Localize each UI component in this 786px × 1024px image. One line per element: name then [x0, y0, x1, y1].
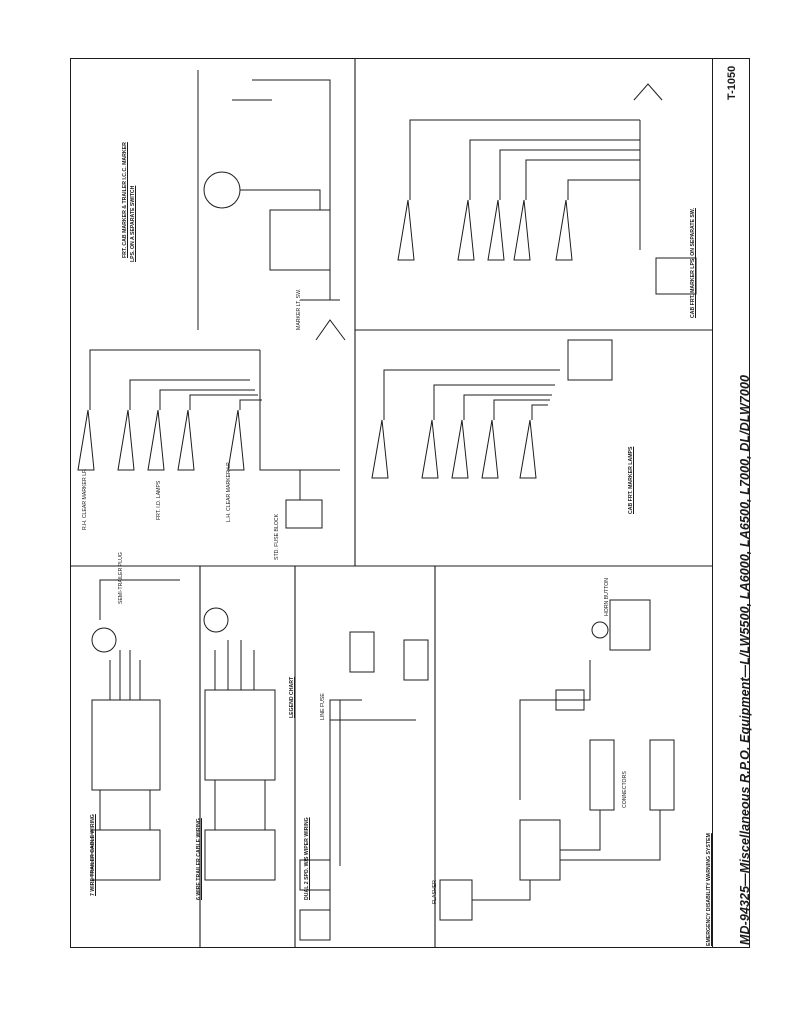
disability-warning	[440, 600, 674, 920]
label-frt-id-lamps: FRT. I.D. LAMPS	[156, 480, 162, 520]
label-lh-clear-marker: L.H. CLEAR MARKER LP.	[226, 461, 232, 522]
section-legend-chart: LEGEND CHART	[289, 676, 295, 718]
section-dual-wiper: DUAL 2 SPD. W/S WIPER WIRING	[304, 817, 310, 900]
label-marker-lt-sw: MARKER LT. SW.	[296, 288, 302, 330]
label-std-fuse-block: STD. FUSE BLOCK	[274, 513, 280, 560]
label-connectors: CONNECTORS	[622, 771, 628, 808]
frt-cab-marker-icc	[198, 70, 340, 330]
cab-marker-lamps-a	[78, 320, 345, 528]
section-six-wire: 6 WIRE TRAILER CABLE WIRING	[196, 818, 202, 900]
label-line-fuse: LINE FUSE	[320, 693, 326, 720]
section-cab-frt-marker-separate: CAB FRT. MARKER LPS. ON SEPARATE SW.	[690, 208, 696, 318]
diagram-title: MD-94325—Miscellaneous R.P.O. Equipment—L/LW5500, LA6000, LA6500, L7000, DL/DLW7000	[738, 374, 752, 945]
section-cab-frt-marker: CAB FRT. MARKER LAMPS	[628, 446, 634, 514]
section-frt-cab-marker-icc: FRT. CAB MARKER & TRAILER I.C.C. MARKER	[122, 142, 128, 258]
label-flasher: FLASHER	[432, 880, 438, 904]
cab-marker-lamps-b	[372, 340, 612, 478]
seven-wire-trailer	[92, 580, 180, 880]
label-semi-trailer-plug: SEMI-TRAILER PLUG	[118, 552, 124, 604]
six-wire-trailer	[204, 608, 275, 880]
sheet-number: T-1050	[726, 65, 738, 100]
section-lps-separate-switch: LPS. ON A SEPARATE SWITCH	[130, 185, 136, 262]
dual-wiper	[300, 632, 428, 940]
section-seven-wire: 7 WIRE TRAILER CABLE WIRING	[90, 814, 96, 896]
label-horn-button: HORN BUTTON	[604, 578, 610, 616]
label-rh-clear-marker: R.H. CLEAR MARKER LP.	[82, 468, 88, 530]
frt-marker-lamps-right	[398, 84, 696, 294]
section-disability: EMERGENCY DISABILITY WARNING SYSTEM	[706, 833, 712, 946]
